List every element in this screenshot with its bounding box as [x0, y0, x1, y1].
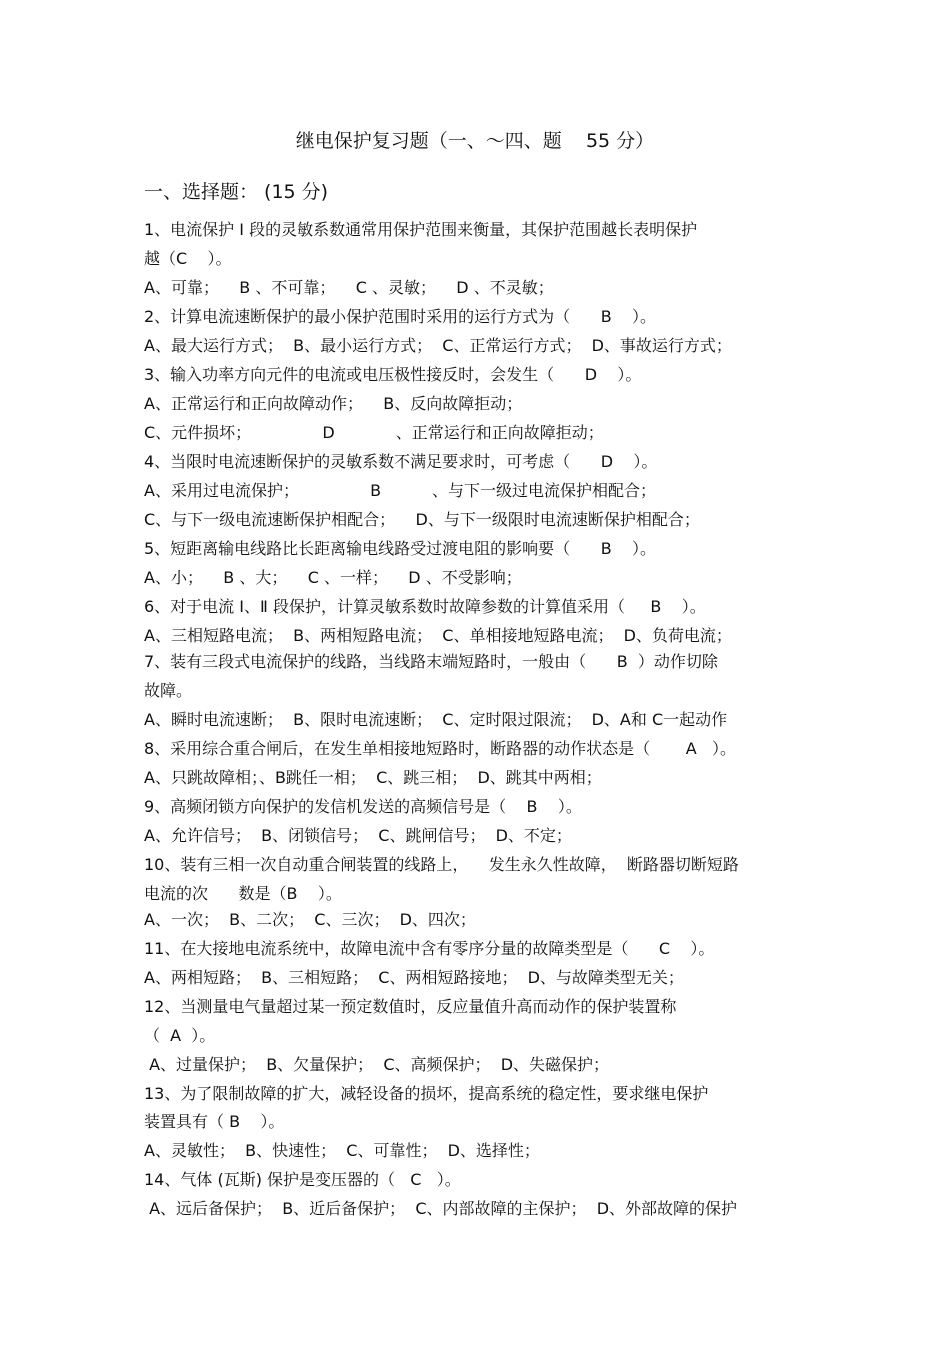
q1-text: 1、电流保护 Ⅰ 段的灵敏系数通常用保护范围来衡量，其保护范围越长表明保护 [144, 220, 698, 239]
q12-text-cont: （ A ）。 [144, 1026, 216, 1045]
q9-options: A、允许信号； B、闭锁信号； C、跳闸信号； D、不定； [144, 826, 572, 845]
q7-text: 7、装有三段式电流保护的线路，当线路末端短路时，一般由（ B ）动作切除 [144, 652, 718, 671]
q3-options-cont: C、元件损坏； D 、正常运行和正向故障拒动； [144, 423, 604, 442]
q10-text-cont: 电流的次 数是（B ）。 [144, 884, 342, 903]
q1-options: A、可靠； B 、不可靠； C 、灵敏； D 、不灵敏； [144, 278, 554, 297]
q10-text: 10、装有三相一次自动重合闸装置的线路上， 发生永久性故障， 断路器切断短路 [144, 855, 739, 874]
q13-text: 13、为了限制故障的扩大，减轻设备的损坏，提高系统的稳定性，要求继电保护 [144, 1084, 709, 1103]
q13-text-cont: 装置具有（ B ）。 [144, 1112, 285, 1131]
q11-options: A、两相短路； B、三相短路； C、两相短路接地； D、与故障类型无关； [144, 968, 684, 987]
q10-options: A、一次； B、二次； C、三次； D、四次； [144, 910, 476, 929]
q6-options: A、三相短路电流； B、两相短路电流； C、单相接地短路电流； D、负荷电流； [144, 626, 732, 645]
q4-options: A、采用过电流保护； B 、与下一级过电流保护相配合； [144, 481, 656, 500]
page-title: 继电保护复习题（一、～四、题 55 分） [295, 130, 655, 152]
q14-text: 14、气体 (瓦斯) 保护是变压器的（ C ）。 [144, 1170, 461, 1189]
q7-options: A、瞬时电流速断； B、限时电流速断； C、定时限过限流； D、A和 C一起动作 [144, 710, 728, 729]
q4-text: 4、当限时电流速断保护的灵敏系数不满足要求时，可考虑（ D ）。 [144, 452, 658, 471]
q1-text-cont: 越（C ）。 [144, 249, 232, 268]
section-heading: 一、选择题： (15 分) [144, 181, 329, 203]
q2-options: A、最大运行方式； B、最小运行方式； C、正常运行方式； D、事故运行方式； [144, 336, 732, 355]
q3-options: A、正常运行和正向故障动作； B、反向故障拒动； [144, 394, 523, 413]
q9-text: 9、高频闭锁方向保护的发信机发送的高频信号是（ B ）。 [144, 797, 582, 816]
q13-options: A、灵敏性； B、快速性； C、可靠性； D、选择性； [144, 1141, 540, 1160]
q7-text-cont: 故障。 [144, 681, 193, 700]
q2-text: 2、计算电流速断保护的最小保护范围时采用的运行方式为（ B ）。 [144, 307, 657, 326]
q12-options: A、过量保护； B、欠量保护； C、高频保护； D、失磁保护； [144, 1055, 610, 1074]
q6-text: 6、对于电流 Ⅰ、Ⅱ 段保护，计算灵敏系数时故障参数的计算值采用（ B ）。 [144, 597, 706, 616]
q5-options: A、小； B 、大； C 、一样； D 、不受影响； [144, 568, 522, 587]
q3-text: 3、输入功率方向元件的电流或电压极性接反时，会发生（ D ）。 [144, 365, 642, 384]
q12-text: 12、当测量电气量超过某一预定数值时，反应量值升高而动作的保护装置称 [144, 997, 677, 1016]
q11-text: 11、在大接地电流系统中，故障电流中含有零序分量的故障类型是（ C ）。 [144, 939, 715, 958]
q8-options: A、只跳故障相；、B跳任一相； C、跳三相； D、跳其中两相； [144, 768, 602, 787]
q14-options: A、远后备保护； B、近后备保护； C、内部故障的主保护； D、外部故障的保护 [144, 1199, 738, 1218]
q5-text: 5、短距离输电线路比长距离输电线路受过渡电阻的影响要（ B ）。 [144, 539, 657, 558]
q8-text: 8、采用综合重合闸后，在发生单相接地短路时，断路器的动作状态是（ A ）。 [144, 739, 736, 758]
q4-options-cont: C、与下一级电流速断保护相配合； D、与下一级限时电流速断保护相配合； [144, 510, 700, 529]
